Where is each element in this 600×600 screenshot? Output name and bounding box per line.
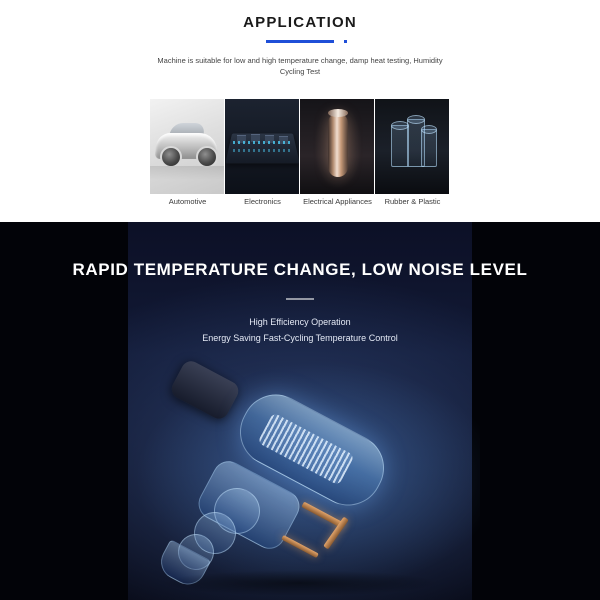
hero-title-underline xyxy=(286,298,314,300)
hero-subtitle-line-2: Energy Saving Fast-Cycling Temperature Control xyxy=(202,333,398,343)
hero-title: RAPID TEMPERATURE CHANGE, LOW NOISE LEVEL xyxy=(72,260,528,279)
application-subtitle: Machine is suitable for low and high temperature change, damp heat testing, Humidity Cycling Test xyxy=(157,56,443,76)
caption-electronics: Electronics xyxy=(244,197,281,206)
application-caption-row xyxy=(150,197,450,221)
thumbnail-automotive xyxy=(150,99,225,194)
thumbnail-electronics xyxy=(225,99,300,194)
hero-subtitle-line-1: High Efficiency Operation xyxy=(249,317,351,327)
hero-section xyxy=(0,222,600,600)
car-shadow xyxy=(150,166,225,180)
application-thumbnail-row xyxy=(150,99,450,194)
hero-subtitle xyxy=(0,314,600,346)
caption-electrical-appliances: Electrical Appliances xyxy=(303,197,372,206)
compressor-cutaway-illustration xyxy=(150,362,450,592)
application-title: APPLICATION xyxy=(243,14,357,31)
application-title-underline xyxy=(266,40,334,43)
thumbnail-electrical-appliances xyxy=(300,99,375,194)
caption-automotive: Automotive xyxy=(168,197,207,206)
thumbnail-rubber-plastic xyxy=(375,99,450,194)
illustration-shadow xyxy=(160,570,440,596)
application-title-dot xyxy=(344,40,347,43)
caption-rubber-plastic: Rubber & Plastic xyxy=(384,197,441,206)
application-section xyxy=(0,0,600,222)
